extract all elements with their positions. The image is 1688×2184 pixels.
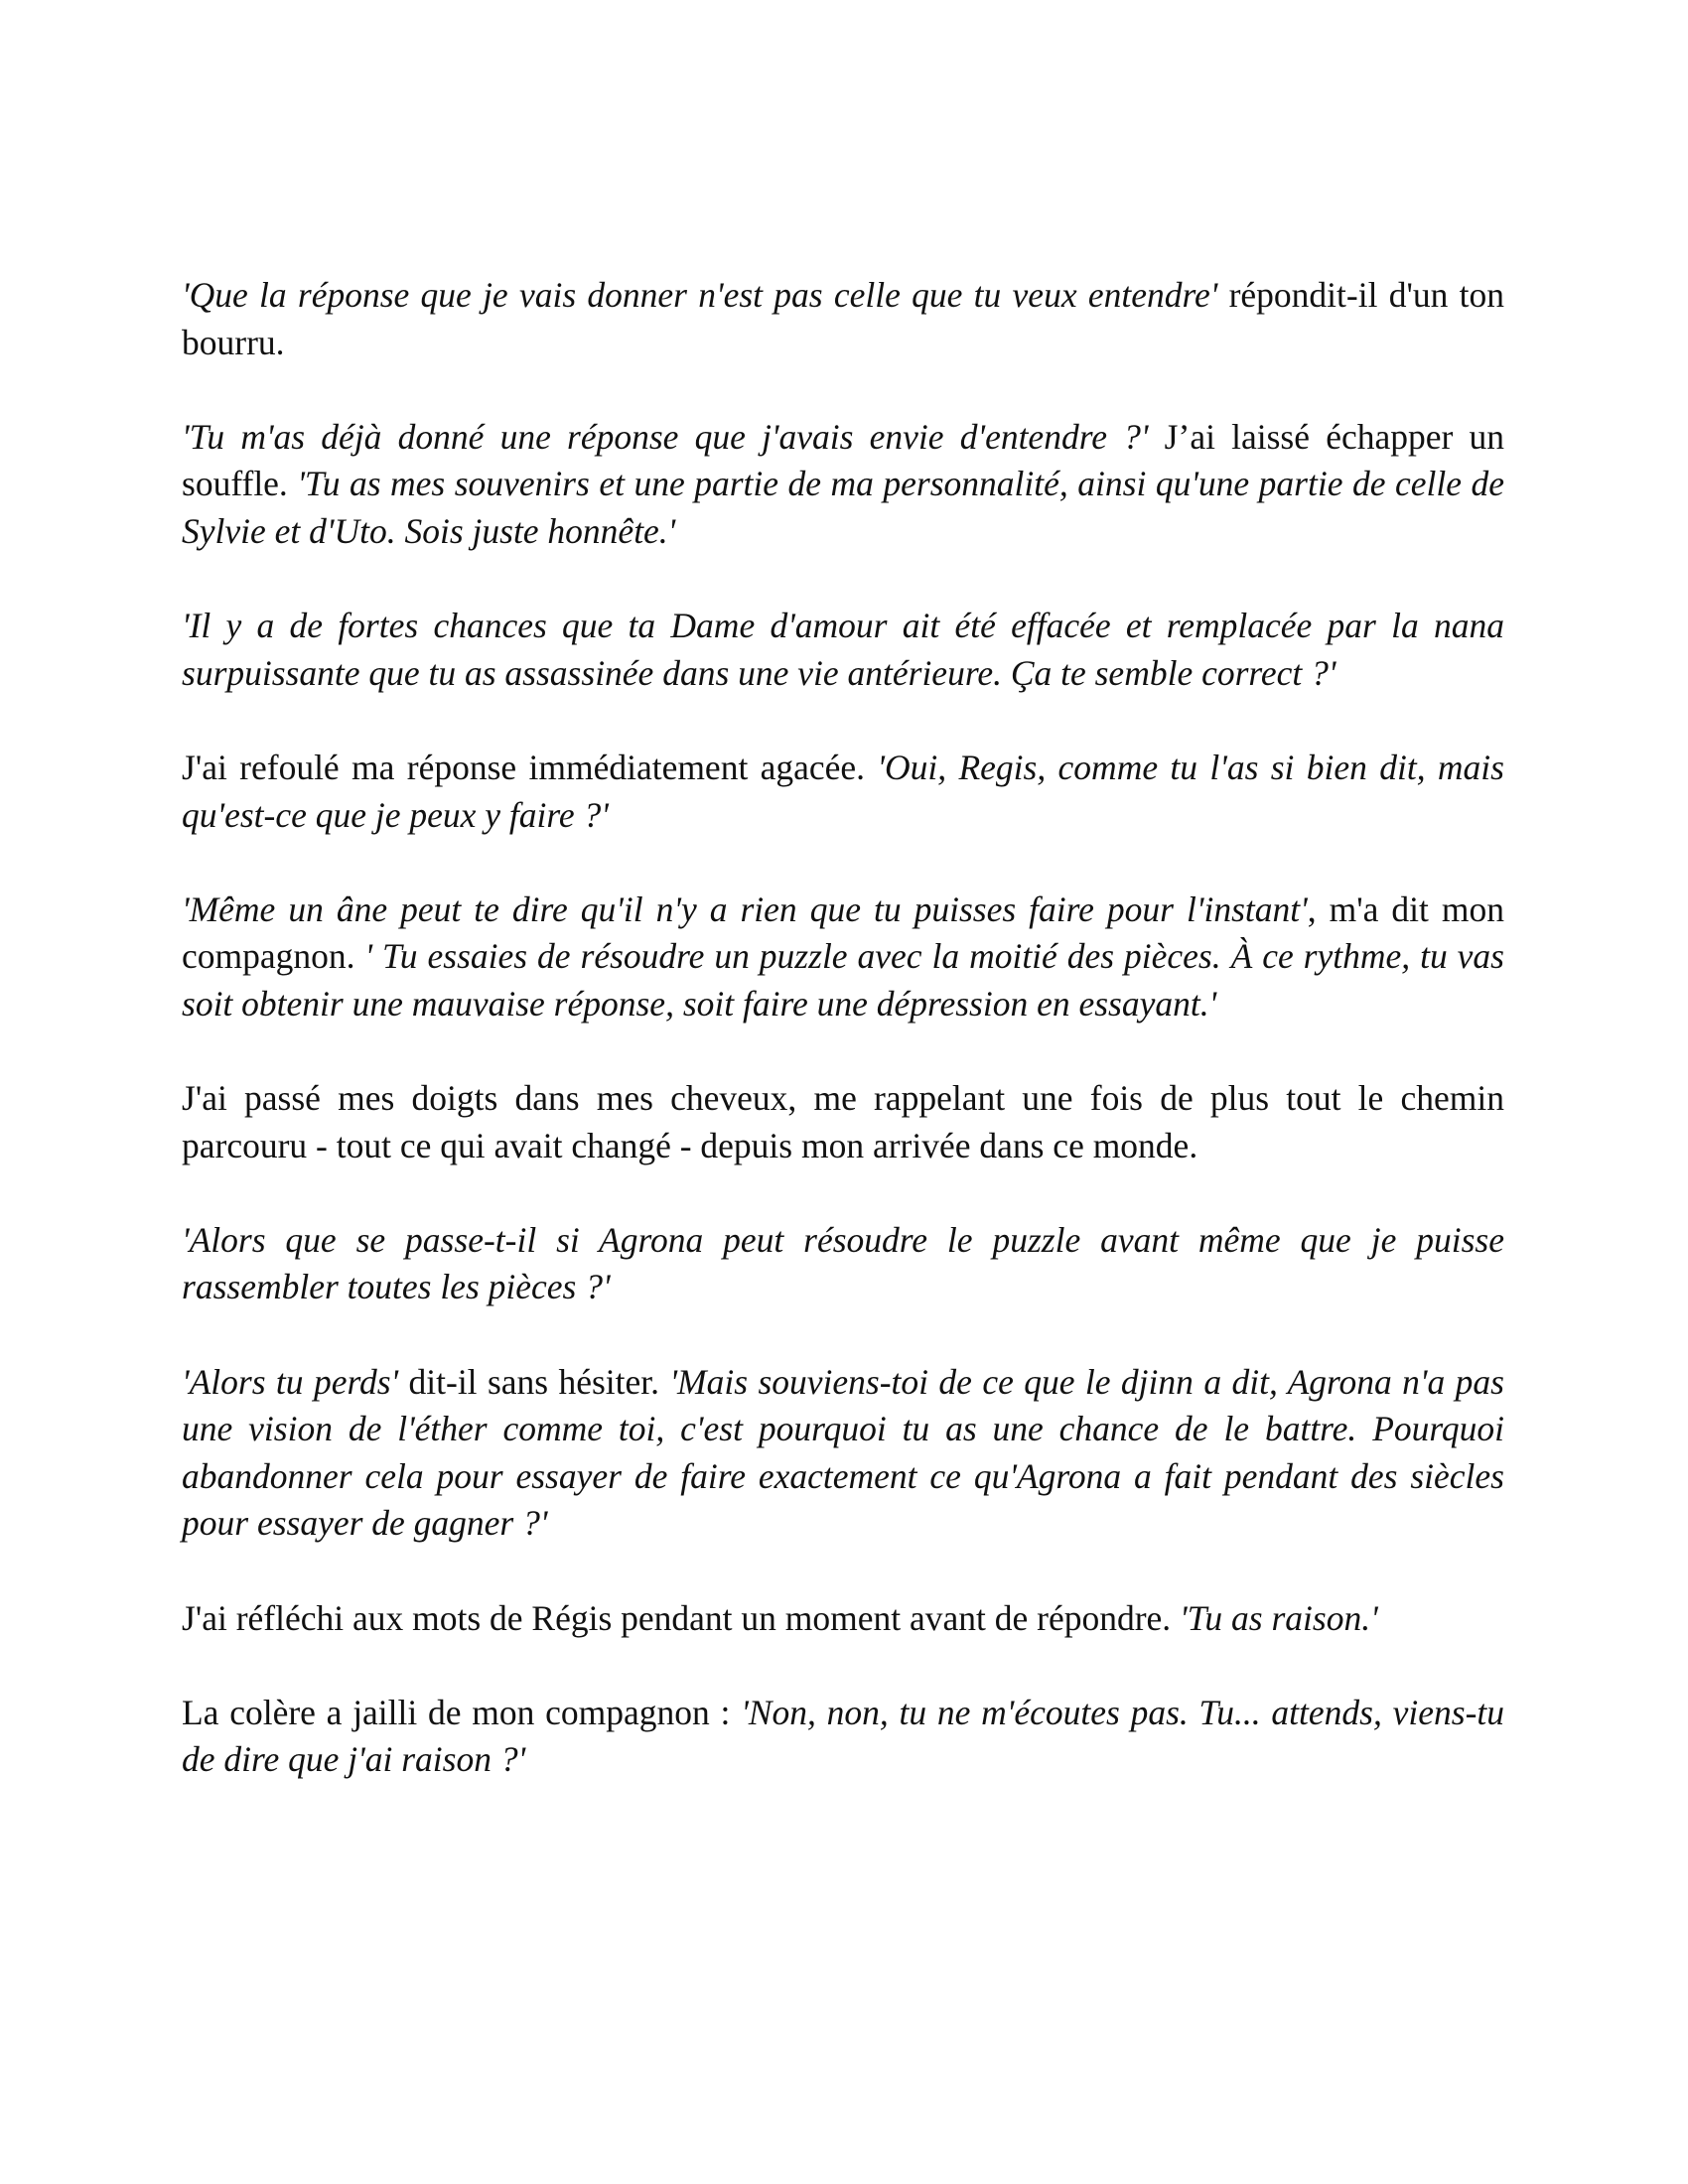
narration-text: , m'a dit mon compagnon. <box>182 888 1504 977</box>
dialogue-text: 'Oui, Regis, comme tu l'as si bien dit, mais qu'est-ce que je peux y faire ?' <box>182 747 1504 835</box>
dialogue-text: 'Il y a de fortes chances que ta Dame d'amour ait été effacée et remplacée par la nana surpuissante que tu as assassinée dans une vie antérieure. Ça te semble correct ?' <box>182 606 1504 693</box>
paragraph-10 <box>182 1690 1504 1784</box>
document-page <box>182 272 1504 1832</box>
dialogue-text: 'Tu as raison.' <box>1180 1597 1378 1638</box>
paragraph-7 <box>182 1217 1504 1311</box>
narration-text: J'ai passé mes doigts dans mes cheveux, me rappelant une fois de plus tout le chemin parcouru - tout ce qui avait changé - depuis mon arrivée dans ce monde. <box>182 1078 1504 1165</box>
paragraph-8 <box>182 1359 1504 1548</box>
dialogue-text: 'Non, non, tu ne m'écoutes pas. Tu... attends, viens-tu de dire que j'ai raison ?' <box>182 1692 1504 1780</box>
narration-text: J'ai réfléchi aux mots de Régis pendant un moment avant de répondre. <box>182 1597 1181 1638</box>
narration-text: dit-il sans hésiter. <box>398 1361 670 1402</box>
dialogue-text: 'Que la réponse que je vais donner n'est pas celle que tu veux entendre' <box>182 275 1218 315</box>
dialogue-text: 'Alors que se passe-t-il si Agrona peut résoudre le puzzle avant même que je puisse rassembler toutes les pièces ?' <box>182 1219 1504 1307</box>
paragraph-6 <box>182 1075 1504 1169</box>
dialogue-text: ' Tu essaies de résoudre un puzzle avec la moitié des pièces. À ce rythme, tu vas soit obtenir une mauvaise réponse, soit faire une dépression en essayant.' <box>182 936 1504 1024</box>
paragraph-2 <box>182 414 1504 556</box>
narration-text: J'ai refoulé ma réponse immédiatement agacée. <box>182 747 878 787</box>
dialogue-text: 'Alors tu perds' <box>182 1361 399 1402</box>
dialogue-text: 'Tu as mes souvenirs et une partie de ma personnalité, ainsi qu'une partie de celle de Sylvie et d'Uto. Sois juste honnête.' <box>182 464 1504 551</box>
paragraph-1 <box>182 272 1504 366</box>
narration-text: répondit-il d'un ton bourru. <box>182 275 1504 362</box>
dialogue-text: 'Même un âne peut te dire qu'il n'y a rien que tu puisses faire pour l'instant' <box>182 888 1308 929</box>
paragraph-3 <box>182 603 1504 697</box>
paragraph-5 <box>182 887 1504 1028</box>
narration-text: J’ai laissé échapper un souffle. <box>182 416 1504 504</box>
dialogue-text: 'Mais souviens-toi de ce que le djinn a dit, Agrona n'a pas une vision de l'éther comme toi, c'est pourquoi tu as une chance de le battre. Pourquoi abandonner cela pour essayer de faire exactement ce qu'Agrona a fait pendant des siècles pour essayer de gagner ?' <box>182 1361 1504 1544</box>
dialogue-text: 'Tu m'as déjà donné une réponse que j'avais envie d'entendre ?' <box>182 416 1149 457</box>
narration-text: La colère a jailli de mon compagnon : <box>182 1692 742 1732</box>
paragraph-4 <box>182 745 1504 839</box>
paragraph-9 <box>182 1595 1504 1643</box>
